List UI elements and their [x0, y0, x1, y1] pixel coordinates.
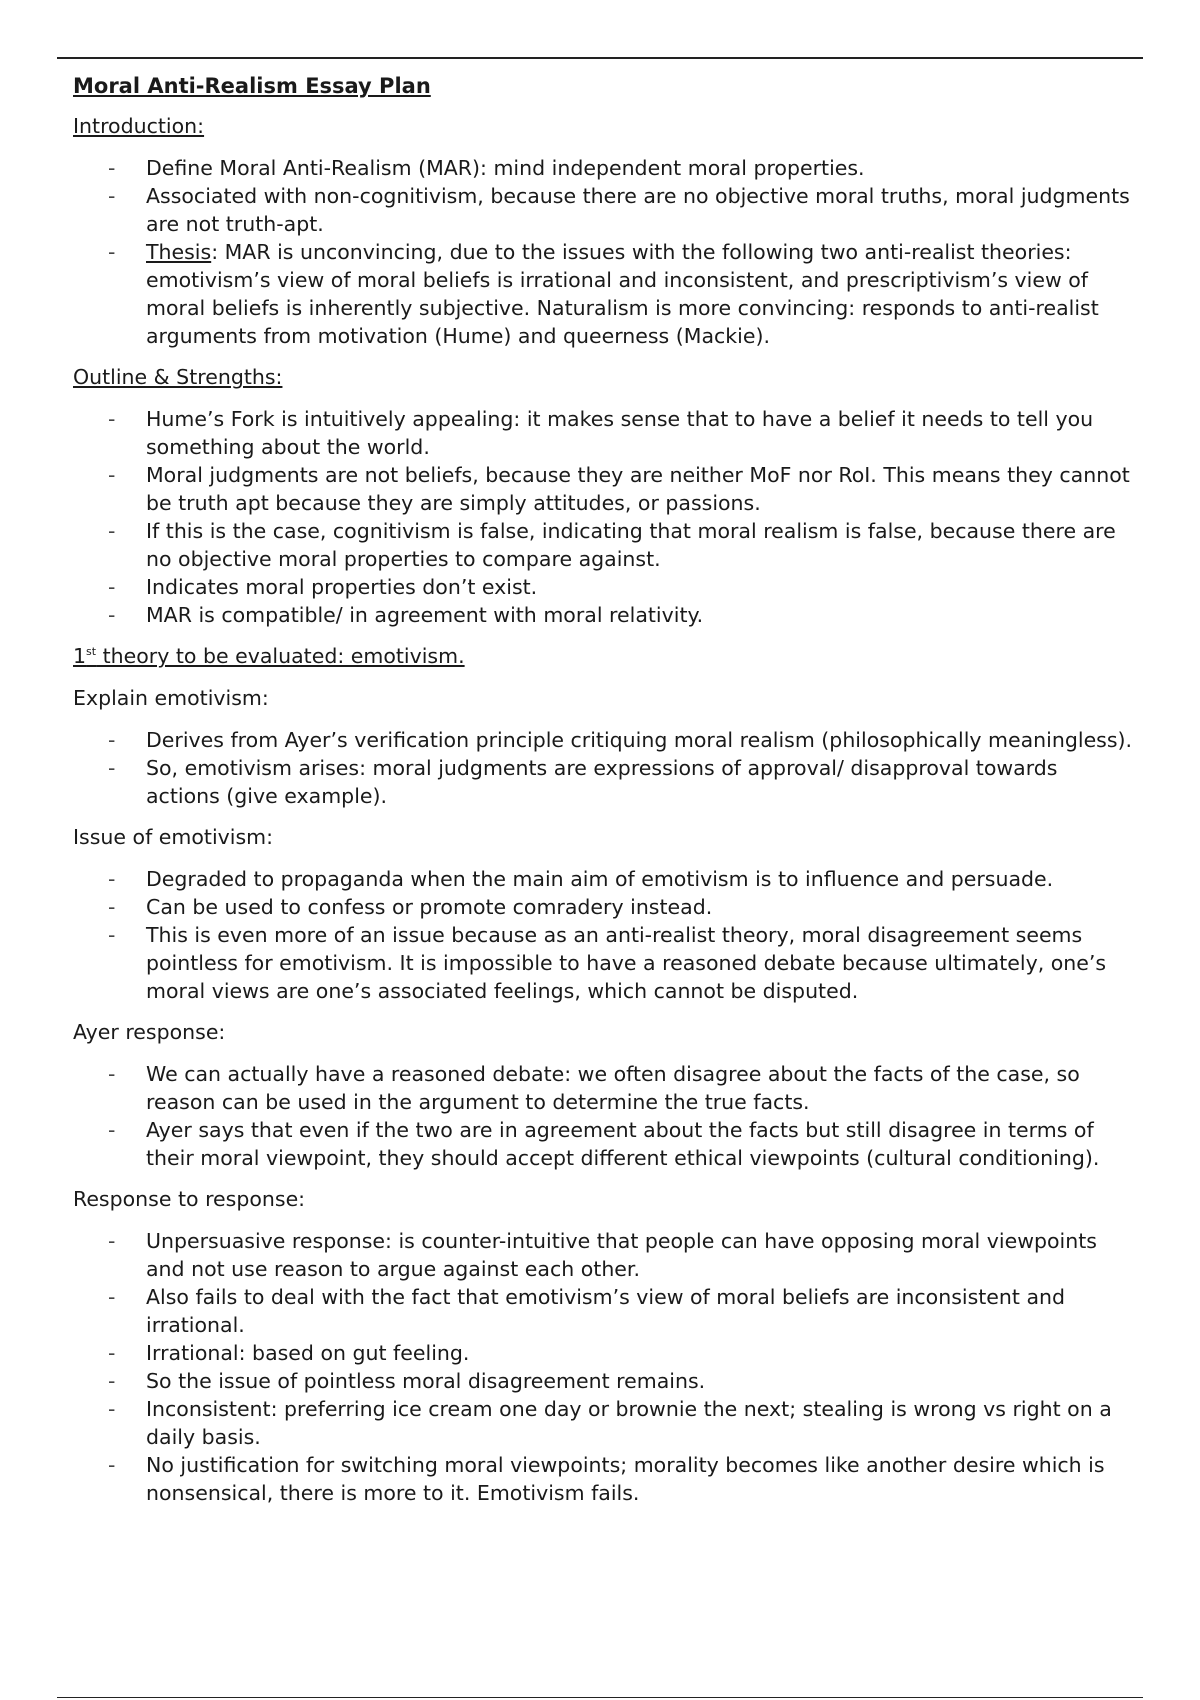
list-item: [73, 1116, 1133, 1172]
list-item-text: Derives from Ayer’s verification principle critiquing moral realism (philosophically meaningless).: [146, 728, 1133, 752]
issue-heading: Issue of emotivism:: [73, 825, 274, 849]
list-item-text: Moral judgments are not beliefs, because they are neither MoF nor RoI. This means they cannot be truth apt because they are simply attitudes, or passions.: [146, 463, 1130, 515]
list-item-text: So, emotivism arises: moral judgments are expressions of approval/ disapproval towards actions (give example).: [146, 756, 1058, 808]
list-item: [73, 517, 1133, 573]
ayer-heading: Ayer response:: [73, 1020, 226, 1044]
list-item-text: Irrational: based on gut feeling.: [146, 1341, 470, 1365]
bullet-dash: -: [108, 156, 116, 180]
thesis-text: : MAR is unconvincing, due to the issues with the following two anti-realist theories: emotivism’s view of moral beliefs is irrational and inconsistent, and prescriptivism’s view of moral beliefs is inherently subjective. Naturalism is more convincing: responds to anti-realist arguments from motivation (Hume) and queerness (Mackie).: [146, 240, 1099, 348]
list-item-text: So the issue of pointless moral disagreement remains.: [146, 1369, 706, 1393]
bullet-dash: -: [108, 1453, 116, 1477]
bullet-dash: -: [108, 756, 116, 780]
list-item-text: Hume’s Fork is intuitively appealing: it makes sense that to have a belief it needs to tell you something about the world.: [146, 407, 1094, 459]
list-item: [73, 1339, 1133, 1367]
bullet-dash: -: [108, 1229, 116, 1253]
issue-list: [73, 865, 1133, 1005]
list-item: [73, 1227, 1133, 1283]
response-heading: Response to response:: [73, 1187, 306, 1211]
theory-heading-text: theory to be evaluated: emotivism.: [96, 644, 465, 668]
outline-list: [73, 405, 1133, 629]
list-item-text: Also fails to deal with the fact that emotivism’s view of moral beliefs are inconsistent and irrational.: [146, 1285, 1066, 1337]
list-item-text: Define Moral Anti-Realism (MAR): mind independent moral properties.: [146, 156, 865, 180]
list-item: [73, 154, 1133, 182]
list-item-text: Can be used to confess or promote comradery instead.: [146, 895, 713, 919]
document-page: [73, 72, 1133, 1520]
bullet-dash: -: [108, 519, 116, 543]
bullet-dash: -: [108, 1369, 116, 1393]
explain-heading: Explain emotivism:: [73, 686, 269, 710]
thesis-label: Thesis: [146, 240, 212, 264]
list-item: [73, 461, 1133, 517]
list-item: [73, 601, 1133, 629]
response-list: [73, 1227, 1133, 1507]
list-item-text: MAR is compatible/ in agreement with moral relativity.: [146, 603, 704, 627]
list-item-text: We can actually have a reasoned debate: we often disagree about the facts of the case, so reason can be used in the argument to determine the true facts.: [146, 1062, 1080, 1114]
top-rule: [57, 57, 1143, 59]
list-item-text: No justification for switching moral viewpoints; morality becomes like another desire which is nonsensical, there is more to it. Emotivism fails.: [146, 1453, 1105, 1505]
theory-ordinal: st: [86, 645, 97, 659]
list-item: [73, 1395, 1133, 1451]
bullet-dash: -: [108, 1285, 116, 1309]
list-item: [73, 726, 1133, 754]
introduction-list: [73, 154, 1133, 350]
list-item: [73, 182, 1133, 238]
ayer-list: [73, 1060, 1133, 1172]
bullet-dash: -: [108, 407, 116, 431]
list-item-text: Inconsistent: preferring ice cream one day or brownie the next; stealing is wrong vs right on a daily basis.: [146, 1397, 1112, 1449]
bullet-dash: -: [108, 1397, 116, 1421]
list-item: [73, 893, 1133, 921]
bullet-dash: -: [108, 1341, 116, 1365]
bullet-dash: -: [108, 728, 116, 752]
theory-heading: [73, 642, 1133, 670]
bullet-dash: -: [108, 603, 116, 627]
introduction-heading: Introduction:: [73, 114, 205, 138]
explain-list: [73, 726, 1133, 810]
bullet-dash: -: [108, 184, 116, 208]
list-item: [73, 921, 1133, 1005]
list-item: [73, 1367, 1133, 1395]
outline-heading: Outline & Strengths:: [73, 365, 283, 389]
document-title: Moral Anti-Realism Essay Plan: [73, 74, 431, 98]
bullet-dash: -: [108, 1118, 116, 1142]
bullet-dash: -: [108, 575, 116, 599]
list-item-text: This is even more of an issue because as an anti-realist theory, moral disagreement seems pointless for emotivism. It is impossible to have a reasoned debate because ultimately, one’s moral views are one’s associated feelings, which cannot be disputed.: [146, 923, 1107, 1003]
list-item: [73, 573, 1133, 601]
list-item-text: Ayer says that even if the two are in agreement about the facts but still disagree in terms of their moral viewpoint, they should accept different ethical viewpoints (cultural conditioning).: [146, 1118, 1100, 1170]
theory-number: 1: [73, 644, 87, 668]
list-item: [73, 1060, 1133, 1116]
bottom-rule: [57, 1697, 1143, 1698]
bullet-dash: -: [108, 240, 116, 264]
list-item: [73, 405, 1133, 461]
list-item: [73, 865, 1133, 893]
thesis-item: [73, 238, 1133, 350]
list-item-text: Indicates moral properties don’t exist.: [146, 575, 538, 599]
list-item-text: Degraded to propaganda when the main aim of emotivism is to influence and persuade.: [146, 867, 1054, 891]
list-item: [73, 754, 1133, 810]
list-item-text: Unpersuasive response: is counter-intuitive that people can have opposing moral viewpoints and not use reason to argue against each other.: [146, 1229, 1097, 1281]
bullet-dash: -: [108, 867, 116, 891]
bullet-dash: -: [108, 895, 116, 919]
list-item: [73, 1283, 1133, 1339]
bullet-dash: -: [108, 923, 116, 947]
list-item-text: Associated with non-cognitivism, because there are no objective moral truths, moral judgments are not truth-apt.: [146, 184, 1130, 236]
bullet-dash: -: [108, 463, 116, 487]
bullet-dash: -: [108, 1062, 116, 1086]
list-item: [73, 1451, 1133, 1507]
list-item-text: If this is the case, cognitivism is false, indicating that moral realism is false, because there are no objective moral properties to compare against.: [146, 519, 1116, 571]
